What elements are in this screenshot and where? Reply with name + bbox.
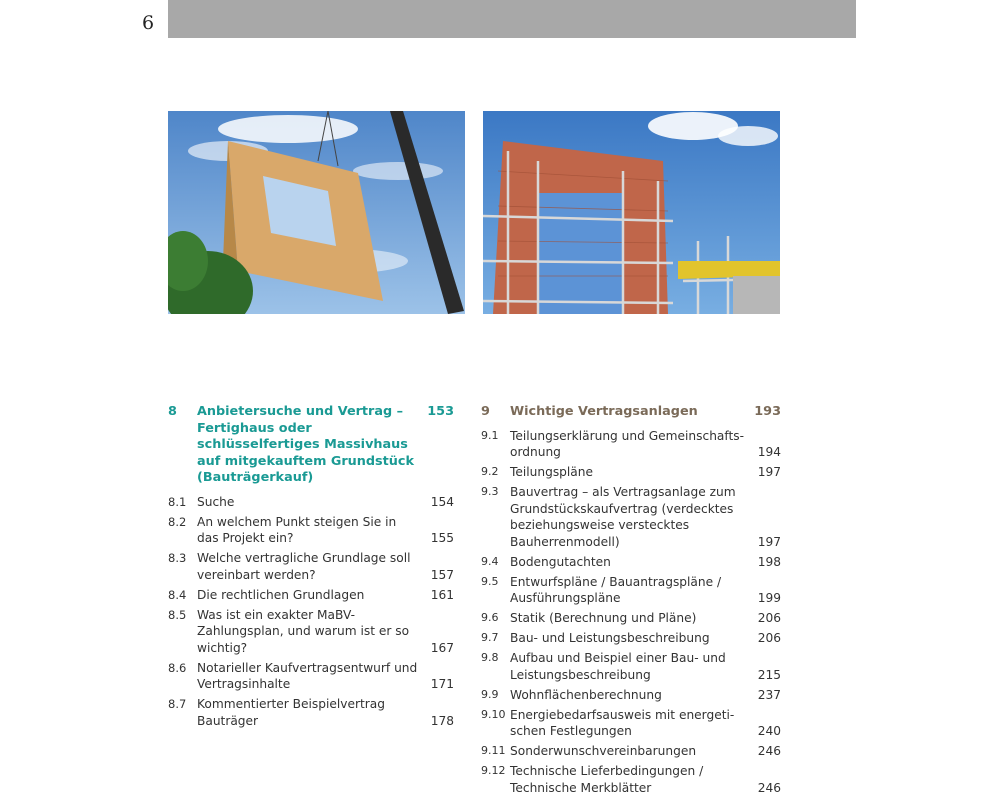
entry-page: 240: [757, 724, 781, 738]
entry-title: Energiebedarfsausweis mit energeti-schen Festlegungen: [510, 707, 735, 738]
entry-number: 8.7: [168, 697, 187, 711]
entry-page: 206: [757, 611, 781, 625]
entry-number: 8.6: [168, 660, 187, 675]
entry-number: 9.12: [481, 764, 506, 777]
chapter-page: 193: [754, 404, 781, 419]
toc-entry[interactable]: [168, 494, 454, 511]
entry-number: 8.2: [168, 514, 187, 529]
entry-title: Teilungspläne: [510, 465, 593, 479]
toc-entry[interactable]: [481, 630, 781, 647]
entry-number: 8.1: [168, 494, 187, 509]
entry-number: 9.4: [481, 554, 499, 568]
toc-entry[interactable]: [168, 514, 454, 547]
entry-title: Wohnflächenberechnung: [510, 687, 662, 702]
chapter-title: Anbietersuche und Vertrag – Fertighaus oder schlüsselfertiges Massivhaus auf mitgekauftem Grundstück (Bauträgerkauf): [197, 404, 414, 485]
entry-page: 157: [430, 567, 454, 582]
entry-page: 154: [430, 494, 454, 509]
entry-number: 8.5: [168, 607, 187, 622]
entry-title: An welchem Punkt steigen Sie in das Projekt ein?: [197, 514, 397, 545]
toc-entry[interactable]: [168, 660, 454, 693]
toc-entry[interactable]: [168, 607, 454, 657]
toc-entry[interactable]: [168, 696, 454, 729]
entry-page: 198: [757, 554, 781, 569]
entry-number: 9.1: [481, 428, 499, 442]
entry-number: 9.2: [481, 465, 499, 478]
entry-page: 178: [430, 713, 454, 728]
toc-entry[interactable]: [481, 743, 781, 760]
toc-entry[interactable]: [481, 763, 781, 796]
entry-title: Entwurfspläne / Bauantragspläne / Ausführungspläne: [510, 574, 722, 605]
chapter-heading[interactable]: [481, 404, 781, 421]
toc-entry[interactable]: [481, 707, 781, 740]
entry-number: 9.3: [481, 485, 499, 498]
entry-number: 9.9: [481, 687, 499, 701]
entry-number: 9.5: [481, 574, 499, 588]
entry-page: 206: [757, 631, 781, 645]
header-bar: [168, 0, 856, 38]
entry-number: 9.11: [481, 744, 506, 757]
entry-number: 8.3: [168, 551, 187, 565]
toc-entry[interactable]: [481, 484, 781, 550]
entry-title: Bauvertrag – als Vertragsanlage zum Grundstückskaufvertrag (verdecktes beziehungsweise verstecktes Bauherrenmodell): [510, 485, 736, 549]
entry-title: Sonderwunschvereinbarungen: [510, 744, 697, 758]
entry-title: Kommentierter Beispielvertrag Bauträger: [197, 697, 385, 728]
toc-chapter-9: [481, 404, 781, 800]
entry-title: Welche vertragliche Grundlage soll vereinbart werden?: [197, 551, 411, 582]
entry-number: 9.8: [481, 651, 499, 664]
entry-number: 9.6: [481, 611, 499, 624]
entry-title: Aufbau und Beispiel einer Bau- und Leistungsbeschreibung: [510, 651, 726, 682]
entry-page: 197: [757, 465, 781, 479]
toc-entry[interactable]: [481, 428, 781, 461]
entry-number: 9.7: [481, 631, 499, 644]
entry-title: Die rechtlichen Grundlagen: [197, 587, 365, 602]
entry-title: Notarieller Kaufvertragsentwurf und Vertragsinhalte: [197, 660, 418, 691]
entry-title: Suche: [197, 494, 235, 509]
entry-page: 171: [430, 677, 454, 691]
entry-title: Technische Lieferbedingungen / Technische Merkblätter: [510, 764, 704, 795]
entry-title: Bodengutachten: [510, 554, 611, 569]
entry-number: 8.4: [168, 587, 187, 602]
chapter-title: Wichtige Vertragsanlagen: [510, 404, 698, 419]
toc-entry[interactable]: [481, 554, 781, 571]
toc-entry[interactable]: [481, 574, 781, 607]
entry-page: 215: [757, 667, 781, 682]
toc-chapter-8: [168, 404, 454, 733]
crane-lifting-wall-panel-photo: [168, 111, 465, 314]
entry-title: Teilungserklärung und Gemeinschafts-ordnung: [510, 428, 744, 459]
entry-page: 246: [757, 780, 781, 795]
entry-title: Statik (Berechnung und Pläne): [510, 611, 697, 625]
chapter-number: 9: [481, 404, 490, 419]
page-number: 6: [142, 12, 155, 34]
brick-wall-scaffolding-photo: [483, 111, 780, 314]
chapter-heading[interactable]: [168, 404, 454, 487]
entry-page: 167: [430, 640, 454, 655]
toc-entry[interactable]: [481, 687, 781, 704]
toc-entry[interactable]: [481, 650, 781, 683]
chapter-page: 153: [427, 404, 454, 419]
toc-entry[interactable]: [481, 464, 781, 481]
entry-page: 194: [757, 445, 781, 459]
entry-title: Bau- und Leistungsbeschreibung: [510, 631, 710, 645]
toc-entry[interactable]: [481, 610, 781, 627]
entry-page: 237: [757, 687, 781, 702]
toc-entry[interactable]: [168, 587, 454, 604]
chapter-number: 8: [168, 404, 177, 419]
entry-page: 197: [757, 534, 781, 549]
entry-page: 161: [430, 587, 454, 602]
entry-page: 199: [757, 591, 781, 605]
toc-entry[interactable]: [168, 550, 454, 583]
entry-page: 246: [757, 744, 781, 758]
entry-title: Was ist ein exakter MaBV-Zahlungsplan, und warum ist er so wichtig?: [197, 607, 410, 655]
entry-page: 155: [430, 531, 454, 545]
entry-number: 9.10: [481, 707, 506, 721]
